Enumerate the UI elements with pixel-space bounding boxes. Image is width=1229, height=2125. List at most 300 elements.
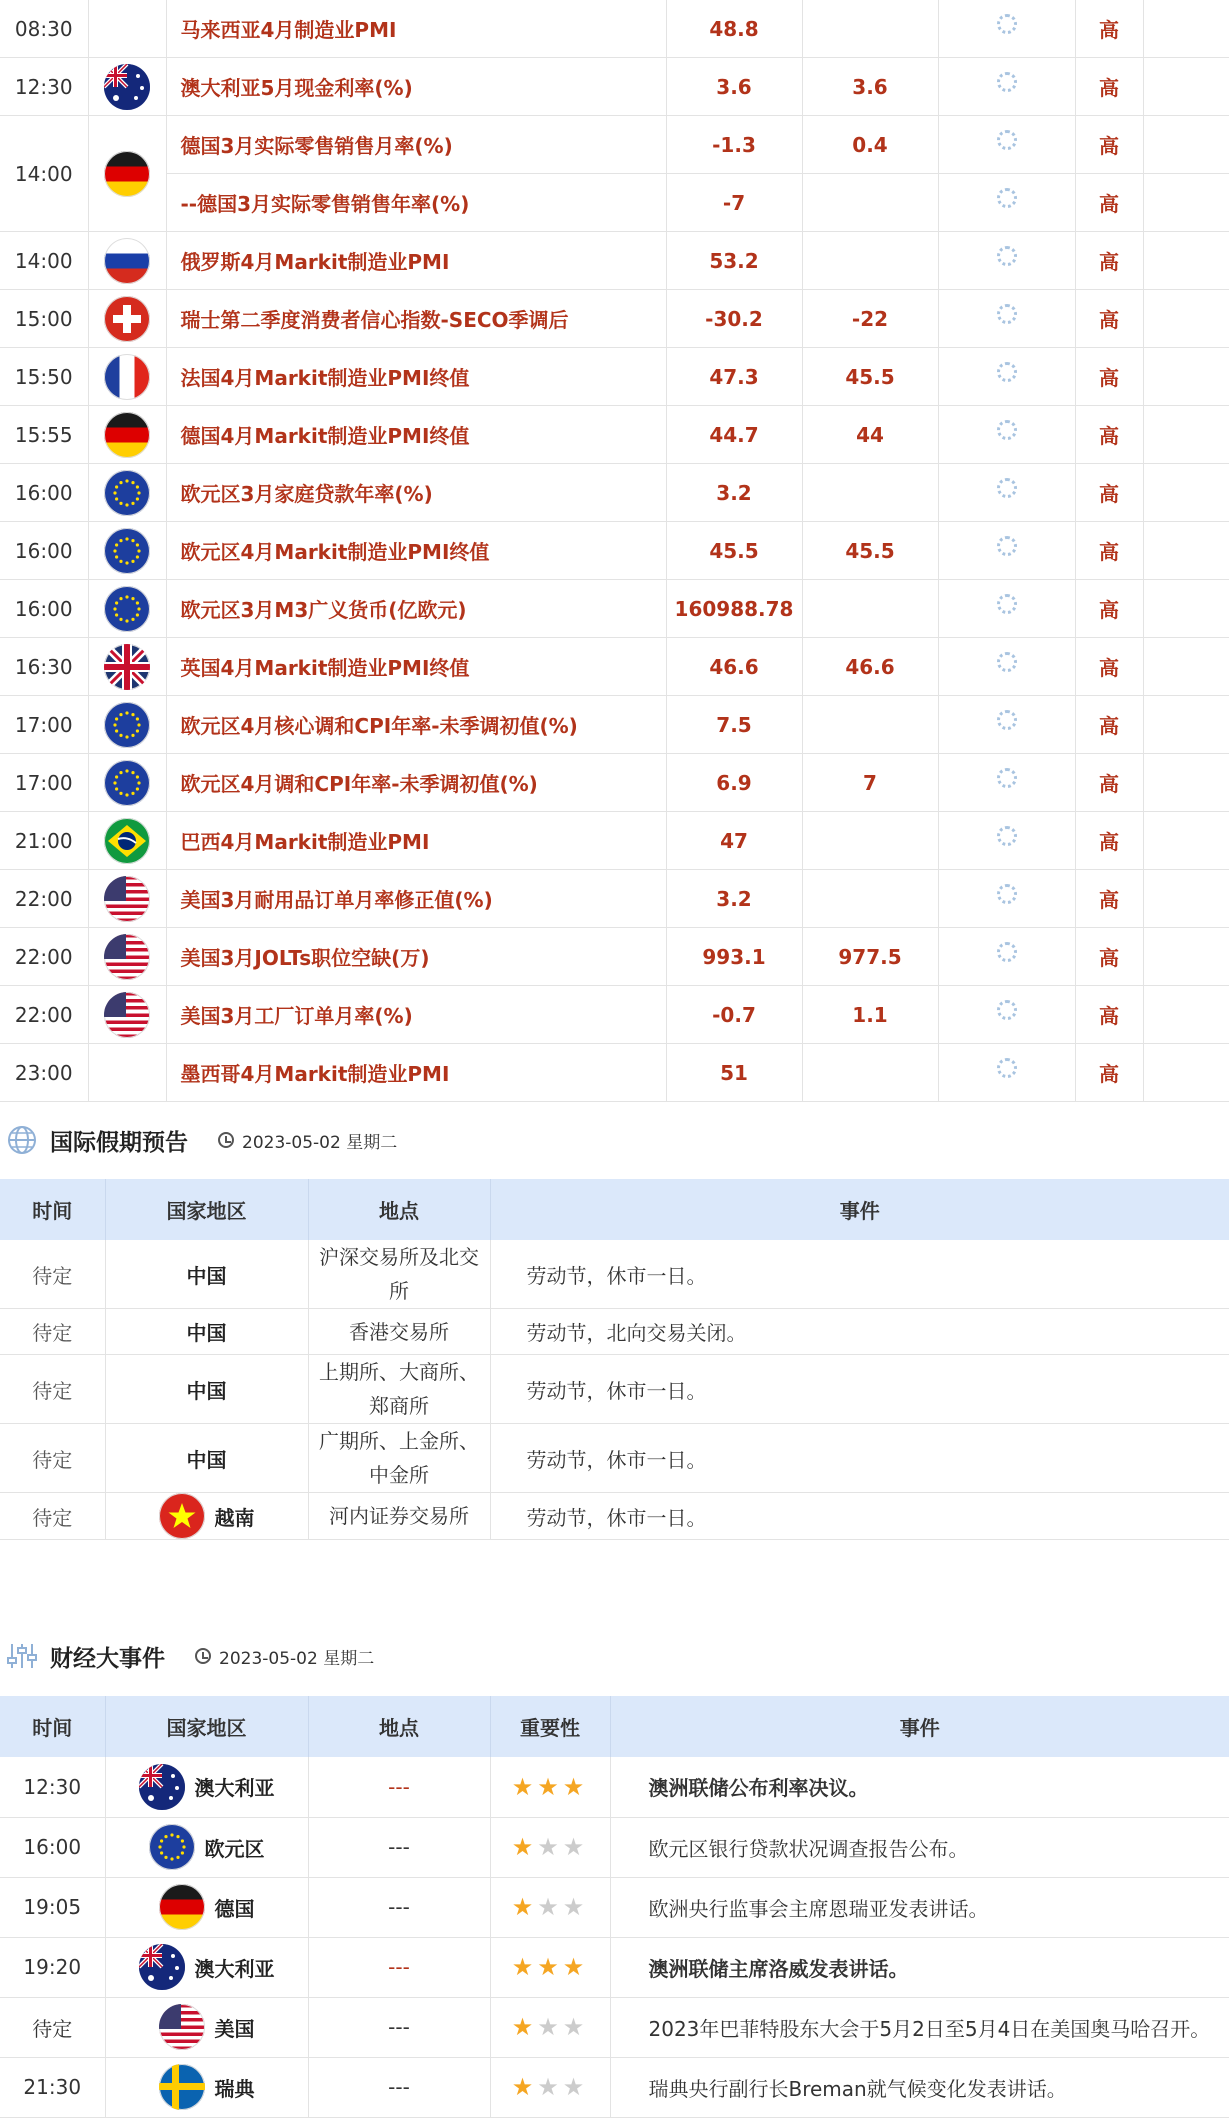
- econ-trailing-cell: [1143, 0, 1229, 58]
- event-importance: [490, 1937, 610, 1997]
- econ-indicator-name[interactable]: 美国3月耐用品订单月率修正值(%): [166, 870, 666, 928]
- econ-flag-cell: [88, 928, 166, 986]
- flag-eu-icon: [104, 760, 150, 806]
- econ-trailing-cell: [1143, 870, 1229, 928]
- econ-row[interactable]: [0, 290, 1229, 348]
- event-country: 澳大利亚: [194, 1956, 275, 1981]
- econ-importance: 高: [1075, 406, 1143, 464]
- flag-de-icon: [159, 1884, 205, 1930]
- econ-flag-cell: [88, 754, 166, 812]
- event-country-cell: [105, 1757, 308, 1817]
- econ-trailing-cell: [1143, 580, 1229, 638]
- econ-time: 16:00: [0, 522, 88, 580]
- events-section-title: 财经大事件: [50, 1645, 165, 1672]
- econ-time: 21:00: [0, 812, 88, 870]
- event-time: 19:20: [0, 1937, 105, 1997]
- econ-forecast-value: 1.1: [802, 986, 938, 1044]
- flag-us-icon: [104, 934, 150, 980]
- econ-importance: 高: [1075, 174, 1143, 232]
- econ-indicator-name[interactable]: 墨西哥4月Markit制造业PMI: [166, 1044, 666, 1102]
- econ-previous-value: 53.2: [666, 232, 802, 290]
- holiday-event: 劳动节，休市一日。: [490, 1424, 1229, 1493]
- loading-spinner-icon: [997, 304, 1017, 324]
- econ-flag-cell: [88, 870, 166, 928]
- econ-time: 16:00: [0, 580, 88, 638]
- event-country: 瑞典: [214, 2076, 255, 2101]
- event-place: ---: [308, 1937, 490, 1997]
- econ-row[interactable]: [0, 754, 1229, 812]
- econ-importance: 高: [1075, 928, 1143, 986]
- econ-time: 12:30: [0, 58, 88, 116]
- loading-spinner-icon: [997, 594, 1017, 614]
- event-place: ---: [308, 2057, 490, 2117]
- flag-br-icon: [104, 818, 150, 864]
- econ-actual-cell: [938, 464, 1075, 522]
- loading-spinner-icon: [997, 14, 1017, 34]
- event-time: 21:30: [0, 2057, 105, 2117]
- econ-forecast-value: [802, 812, 938, 870]
- loading-spinner-icon: [997, 942, 1017, 962]
- econ-forecast-value: -22: [802, 290, 938, 348]
- star-icon: ★: [562, 1772, 589, 1801]
- loading-spinner-icon: [997, 478, 1017, 498]
- flag-au-icon: [139, 1944, 185, 1990]
- econ-indicator-name[interactable]: 欧元区3月M3广义货币(亿欧元): [166, 580, 666, 638]
- holiday-place: 上期所、大商所、郑商所: [308, 1355, 490, 1424]
- econ-row[interactable]: [0, 406, 1229, 464]
- econ-importance: 高: [1075, 348, 1143, 406]
- holiday-section-date: [218, 1128, 397, 1153]
- econ-indicator-name[interactable]: 欧元区4月Markit制造业PMI终值: [166, 522, 666, 580]
- econ-forecast-value: [802, 0, 938, 58]
- econ-indicator-name[interactable]: 德国3月实际零售销售月率(%): [166, 116, 666, 174]
- econ-forecast-value: 977.5: [802, 928, 938, 986]
- econ-importance: 高: [1075, 464, 1143, 522]
- econ-trailing-cell: [1143, 232, 1229, 290]
- event-place: ---: [308, 1997, 490, 2057]
- econ-importance: 高: [1075, 754, 1143, 812]
- holiday-country-cell: [105, 1355, 308, 1424]
- econ-flag-cell: [88, 812, 166, 870]
- econ-flag-cell: [88, 638, 166, 696]
- loading-spinner-icon: [997, 1000, 1017, 1020]
- econ-actual-cell: [938, 870, 1075, 928]
- holiday-place: 河内证券交易所: [308, 1493, 490, 1540]
- star-icon: ★: [537, 1772, 563, 1801]
- econ-previous-value: 6.9: [666, 754, 802, 812]
- event-country: 澳大利亚: [194, 1776, 275, 1801]
- econ-forecast-value: 3.6: [802, 58, 938, 116]
- event-importance: [490, 1997, 610, 2057]
- holiday-header-place: 地点: [308, 1179, 490, 1240]
- econ-indicator-name[interactable]: 法国4月Markit制造业PMI终值: [166, 348, 666, 406]
- econ-time: 22:00: [0, 928, 88, 986]
- event-place: ---: [308, 1877, 490, 1937]
- econ-indicator-name[interactable]: --德国3月实际零售销售年率(%): [166, 174, 666, 232]
- holiday-date-text: 2023-05-02 星期二: [242, 1132, 398, 1153]
- econ-indicator-name[interactable]: 欧元区3月家庭贷款年率(%): [166, 464, 666, 522]
- econ-importance: 高: [1075, 870, 1143, 928]
- econ-forecast-value: [802, 870, 938, 928]
- econ-actual-cell: [938, 174, 1075, 232]
- star-icon: ★: [511, 1893, 538, 1921]
- event-row: [0, 1817, 1229, 1877]
- econ-time: 14:00: [0, 116, 88, 232]
- econ-row[interactable]: [0, 1044, 1229, 1102]
- loading-spinner-icon: [997, 130, 1017, 150]
- econ-importance: 高: [1075, 986, 1143, 1044]
- loading-spinner-icon: [997, 826, 1017, 846]
- econ-forecast-value: 0.4: [802, 116, 938, 174]
- econ-importance: 高: [1075, 696, 1143, 754]
- holiday-country: 中国: [186, 1378, 227, 1403]
- event-description: 欧元区银行贷款状况调查报告公布。: [610, 1817, 1229, 1877]
- econ-time: 14:00: [0, 232, 88, 290]
- econ-flag-cell: [88, 1044, 166, 1102]
- econ-flag-cell: [88, 696, 166, 754]
- events-section-date: [195, 1644, 374, 1669]
- econ-forecast-value: 7: [802, 754, 938, 812]
- econ-indicator-name[interactable]: 美国3月JOLTs职位空缺(万): [166, 928, 666, 986]
- holiday-header-time: 时间: [0, 1179, 105, 1240]
- econ-forecast-value: 45.5: [802, 522, 938, 580]
- econ-time: 15:50: [0, 348, 88, 406]
- holiday-place: 广期所、上金所、中金所: [308, 1424, 490, 1493]
- event-importance: [490, 1817, 610, 1877]
- econ-trailing-cell: [1143, 1044, 1229, 1102]
- econ-importance: 高: [1075, 1044, 1143, 1102]
- econ-indicator-name[interactable]: 马来西亚4月制造业PMI: [166, 0, 666, 58]
- econ-importance: 高: [1075, 232, 1143, 290]
- econ-flag-cell: [88, 406, 166, 464]
- econ-flag-cell: [88, 986, 166, 1044]
- econ-previous-value: 47.3: [666, 348, 802, 406]
- holiday-section-title: 国际假期预告: [50, 1129, 188, 1156]
- star-icon: ★: [562, 2013, 589, 2041]
- event-row: [0, 1997, 1229, 2057]
- event-country-cell: [105, 1997, 308, 2057]
- econ-previous-value: 48.8: [666, 0, 802, 58]
- econ-importance: 高: [1075, 638, 1143, 696]
- flag-au-icon: [104, 64, 150, 110]
- econ-importance: 高: [1075, 0, 1143, 58]
- holiday-event: 劳动节，北向交易关闭。: [490, 1309, 1229, 1355]
- econ-forecast-value: [802, 464, 938, 522]
- econ-indicator-name[interactable]: 瑞士第二季度消费者信心指数-SECO季调后: [166, 290, 666, 348]
- econ-actual-cell: [938, 696, 1075, 754]
- econ-trailing-cell: [1143, 290, 1229, 348]
- econ-previous-value: 46.6: [666, 638, 802, 696]
- events-section-header: [0, 1628, 1229, 1684]
- econ-flag-cell: [88, 232, 166, 290]
- econ-importance: 高: [1075, 580, 1143, 638]
- flag-eu-icon: [104, 702, 150, 748]
- event-row: [0, 1877, 1229, 1937]
- econ-trailing-cell: [1143, 406, 1229, 464]
- flag-se-icon: [159, 2064, 205, 2110]
- econ-row[interactable]: [0, 928, 1229, 986]
- star-icon: ★: [537, 2013, 563, 2041]
- event-country-cell: [105, 1877, 308, 1937]
- clock-icon: [218, 1132, 234, 1148]
- econ-previous-value: 3.2: [666, 464, 802, 522]
- econ-actual-cell: [938, 638, 1075, 696]
- econ-row[interactable]: [0, 58, 1229, 116]
- econ-actual-cell: [938, 1044, 1075, 1102]
- event-description: 欧洲央行监事会主席恩瑞亚发表讲话。: [610, 1877, 1229, 1937]
- econ-indicator-name[interactable]: 欧元区4月调和CPI年率-未季调初值(%): [166, 754, 666, 812]
- event-country-cell: [105, 1817, 308, 1877]
- holiday-time: 待定: [0, 1355, 105, 1424]
- econ-row[interactable]: [0, 870, 1229, 928]
- star-icon: ★: [511, 2073, 538, 2101]
- event-country: 德国: [214, 1896, 255, 1921]
- econ-time: 15:55: [0, 406, 88, 464]
- holiday-time: 待定: [0, 1240, 105, 1309]
- econ-time: 15:00: [0, 290, 88, 348]
- econ-trailing-cell: [1143, 464, 1229, 522]
- econ-indicator-name[interactable]: 欧元区4月核心调和CPI年率-未季调初值(%): [166, 696, 666, 754]
- econ-actual-cell: [938, 0, 1075, 58]
- flag-de-icon: [104, 151, 150, 197]
- flag-vn-icon: [159, 1493, 205, 1539]
- holiday-place: 沪深交易所及北交所: [308, 1240, 490, 1309]
- econ-row[interactable]: [0, 464, 1229, 522]
- econ-importance: 高: [1075, 58, 1143, 116]
- econ-actual-cell: [938, 348, 1075, 406]
- econ-row[interactable]: [0, 696, 1229, 754]
- econ-actual-cell: [938, 406, 1075, 464]
- loading-spinner-icon: [997, 884, 1017, 904]
- events-header-event: 事件: [610, 1696, 1229, 1757]
- star-icon: ★: [537, 2073, 563, 2101]
- econ-actual-cell: [938, 580, 1075, 638]
- econ-row[interactable]: [0, 0, 1229, 58]
- loading-spinner-icon: [997, 536, 1017, 556]
- star-icon: ★: [537, 1893, 563, 1921]
- econ-flag-cell: [88, 464, 166, 522]
- event-description: 瑞典央行副行长Breman就气候变化发表讲话。: [610, 2057, 1229, 2117]
- econ-trailing-cell: [1143, 928, 1229, 986]
- event-place: ---: [308, 1757, 490, 1817]
- econ-previous-value: 51: [666, 1044, 802, 1102]
- econ-previous-value: 993.1: [666, 928, 802, 986]
- econ-forecast-value: [802, 696, 938, 754]
- econ-trailing-cell: [1143, 986, 1229, 1044]
- flag-us-icon: [104, 992, 150, 1038]
- holiday-country-cell: [105, 1240, 308, 1309]
- econ-time: 22:00: [0, 986, 88, 1044]
- econ-previous-value: 47: [666, 812, 802, 870]
- econ-forecast-value: [802, 174, 938, 232]
- event-importance: [490, 1877, 610, 1937]
- econ-trailing-cell: [1143, 754, 1229, 812]
- econ-previous-value: 3.2: [666, 870, 802, 928]
- event-place: ---: [308, 1817, 490, 1877]
- events-header-time: 时间: [0, 1696, 105, 1757]
- loading-spinner-icon: [997, 1058, 1017, 1078]
- holiday-time: 待定: [0, 1424, 105, 1493]
- econ-time: 08:30: [0, 0, 88, 58]
- econ-previous-value: 160988.78: [666, 580, 802, 638]
- flag-au-icon: [139, 1764, 185, 1810]
- econ-forecast-value: [802, 580, 938, 638]
- holiday-place: 香港交易所: [308, 1309, 490, 1355]
- loading-spinner-icon: [997, 362, 1017, 382]
- econ-forecast-value: 45.5: [802, 348, 938, 406]
- loading-spinner-icon: [997, 652, 1017, 672]
- globe-icon: [6, 1124, 38, 1156]
- econ-previous-value: -7: [666, 174, 802, 232]
- event-country: 欧元区: [204, 1836, 265, 1861]
- event-time: 待定: [0, 1997, 105, 2057]
- event-row: [0, 1757, 1229, 1817]
- holiday-time: 待定: [0, 1493, 105, 1540]
- econ-trailing-cell: [1143, 116, 1229, 174]
- holiday-country: 越南: [214, 1505, 255, 1530]
- clock-icon: [195, 1648, 211, 1664]
- econ-indicator-name[interactable]: 美国3月工厂订单月率(%): [166, 986, 666, 1044]
- holiday-country: 中国: [186, 1263, 227, 1288]
- econ-row[interactable]: [0, 580, 1229, 638]
- flag-us-icon: [104, 876, 150, 922]
- holiday-table: [0, 1179, 1229, 1540]
- loading-spinner-icon: [997, 246, 1017, 266]
- econ-actual-cell: [938, 812, 1075, 870]
- econ-row[interactable]: [0, 522, 1229, 580]
- event-country-cell: [105, 2057, 308, 2117]
- holiday-section-header: [0, 1112, 1229, 1168]
- holiday-header-event: 事件: [490, 1179, 1229, 1240]
- econ-importance: 高: [1075, 116, 1143, 174]
- event-description[interactable]: 澳洲联储主席洛威发表讲话。: [610, 1937, 1229, 1997]
- events-date-text: 2023-05-02 星期二: [219, 1648, 375, 1669]
- econ-flag-cell: [88, 580, 166, 638]
- econ-trailing-cell: [1143, 522, 1229, 580]
- star-icon: ★: [511, 2013, 538, 2041]
- holiday-row: [0, 1240, 1229, 1309]
- econ-time: 22:00: [0, 870, 88, 928]
- flag-eu-icon: [104, 528, 150, 574]
- holiday-event: 劳动节，休市一日。: [490, 1240, 1229, 1309]
- econ-flag-cell: [88, 116, 166, 232]
- holiday-row: [0, 1355, 1229, 1424]
- econ-flag-cell: [88, 0, 166, 58]
- event-country-cell: [105, 1937, 308, 1997]
- econ-time: 17:00: [0, 754, 88, 812]
- holiday-row: [0, 1493, 1229, 1540]
- events-table: [0, 1696, 1229, 2118]
- econ-trailing-cell: [1143, 348, 1229, 406]
- event-time: 16:00: [0, 1817, 105, 1877]
- econ-actual-cell: [938, 58, 1075, 116]
- loading-spinner-icon: [997, 710, 1017, 730]
- econ-forecast-value: [802, 1044, 938, 1102]
- star-icon: ★: [511, 1833, 538, 1861]
- econ-forecast-value: 44: [802, 406, 938, 464]
- econ-trailing-cell: [1143, 812, 1229, 870]
- star-icon: ★: [562, 1953, 589, 1981]
- econ-actual-cell: [938, 522, 1075, 580]
- flag-eu-icon: [104, 470, 150, 516]
- econ-previous-value: 7.5: [666, 696, 802, 754]
- star-icon: ★: [562, 1893, 589, 1921]
- holiday-header-country: 国家地区: [105, 1179, 308, 1240]
- econ-row[interactable]: [0, 638, 1229, 696]
- loading-spinner-icon: [997, 768, 1017, 788]
- econ-importance: 高: [1075, 812, 1143, 870]
- econ-previous-value: -0.7: [666, 986, 802, 1044]
- econ-flag-cell: [88, 522, 166, 580]
- econ-row[interactable]: [0, 348, 1229, 406]
- econ-time: 17:00: [0, 696, 88, 754]
- econ-actual-cell: [938, 290, 1075, 348]
- econ-trailing-cell: [1143, 638, 1229, 696]
- holiday-row: [0, 1424, 1229, 1493]
- econ-indicator-name[interactable]: 德国4月Markit制造业PMI终值: [166, 406, 666, 464]
- econ-row[interactable]: [0, 986, 1229, 1044]
- econ-row[interactable]: [0, 812, 1229, 870]
- econ-flag-cell: [88, 58, 166, 116]
- econ-trailing-cell: [1143, 696, 1229, 754]
- events-header-country: 国家地区: [105, 1696, 308, 1757]
- econ-indicator-name[interactable]: 英国4月Markit制造业PMI终值: [166, 638, 666, 696]
- star-icon: ★: [562, 2073, 589, 2101]
- event-importance: [490, 1757, 610, 1817]
- econ-time: 16:00: [0, 464, 88, 522]
- event-row: [0, 1937, 1229, 1997]
- econ-actual-cell: [938, 116, 1075, 174]
- econ-time: 23:00: [0, 1044, 88, 1102]
- flag-us-icon: [159, 2004, 205, 2050]
- event-row: [0, 2057, 1229, 2117]
- econ-previous-value: 3.6: [666, 58, 802, 116]
- event-description[interactable]: 澳洲联储公布利率决议。: [610, 1757, 1229, 1817]
- holiday-country-cell: [105, 1309, 308, 1355]
- econ-importance: 高: [1075, 290, 1143, 348]
- econ-actual-cell: [938, 986, 1075, 1044]
- econ-indicator-name[interactable]: 俄罗斯4月Markit制造业PMI: [166, 232, 666, 290]
- event-time: 12:30: [0, 1757, 105, 1817]
- star-icon: ★: [537, 1833, 563, 1861]
- sliders-icon: [6, 1640, 38, 1672]
- econ-indicator-name[interactable]: 巴西4月Markit制造业PMI: [166, 812, 666, 870]
- holiday-country: 中国: [186, 1447, 227, 1472]
- econ-row[interactable]: [0, 174, 1229, 232]
- event-description: 2023年巴菲特股东大会于5月2日至5月4日在美国奥马哈召开。: [610, 1997, 1229, 2057]
- holiday-event: 劳动节，休市一日。: [490, 1493, 1229, 1540]
- econ-row[interactable]: [0, 116, 1229, 174]
- econ-forecast-value: 46.6: [802, 638, 938, 696]
- econ-actual-cell: [938, 754, 1075, 812]
- econ-row[interactable]: [0, 232, 1229, 290]
- econ-forecast-value: [802, 232, 938, 290]
- flag-de-icon: [104, 412, 150, 458]
- star-icon: ★: [537, 1953, 563, 1981]
- holiday-event: 劳动节，休市一日。: [490, 1355, 1229, 1424]
- econ-flag-cell: [88, 348, 166, 406]
- holiday-country-cell: [105, 1424, 308, 1493]
- econ-trailing-cell: [1143, 58, 1229, 116]
- econ-previous-value: -30.2: [666, 290, 802, 348]
- econ-previous-value: 45.5: [666, 522, 802, 580]
- flag-ru-icon: [104, 238, 150, 284]
- star-icon: ★: [511, 1953, 538, 1981]
- event-country: 美国: [214, 2016, 255, 2041]
- star-icon: ★: [562, 1833, 589, 1861]
- econ-flag-cell: [88, 290, 166, 348]
- econ-indicator-name[interactable]: 澳大利亚5月现金利率(%): [166, 58, 666, 116]
